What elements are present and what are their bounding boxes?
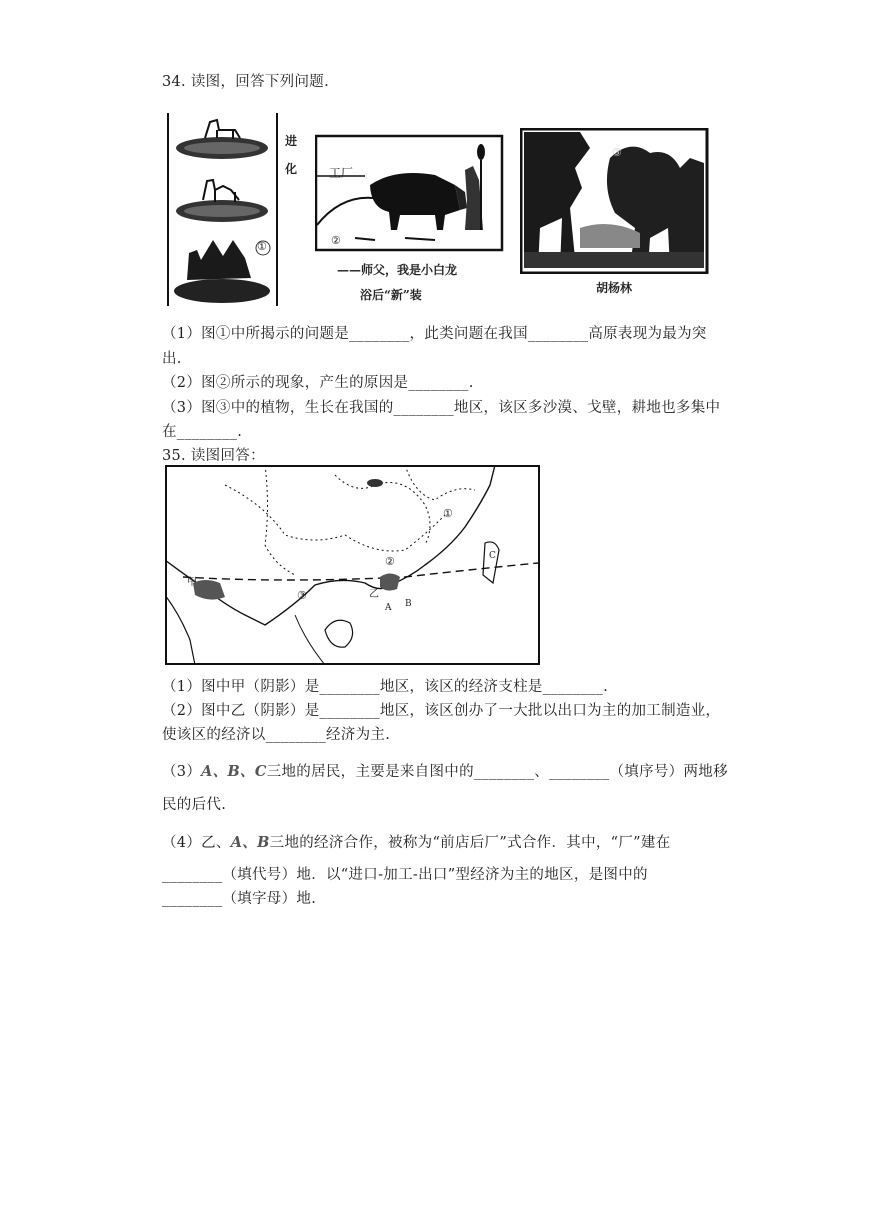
map-label-c: C [489, 551, 496, 561]
map-label-b: B [405, 599, 412, 609]
q35-part3-text: 三地的居民，主要是来自图中的________、________（填序号）两地移 [266, 764, 728, 780]
figure-2-image [315, 130, 505, 252]
q35-part2-line1: （2）图中乙（阴影）是________地区，该区创办了一大批以出口为主的加工制造业， [162, 703, 721, 719]
q35-part4-line3: ________（填字母）地. [162, 891, 317, 907]
map-label-a: A [385, 603, 392, 613]
question-34-title: 34. 读图，回答下列问题. [162, 74, 329, 90]
q35-part2-line2: 使该区的经济以________经济为主. [162, 727, 391, 743]
figure-1-marker: ① [257, 240, 267, 253]
figure-3-populus-forest [520, 128, 710, 298]
figure-1-label-hua: 化 [285, 162, 298, 176]
q35-part3-line2: 民的后代. [162, 797, 227, 813]
figure-2-marker: ② [331, 234, 341, 247]
figure-2-caption-line2: 浴后“新”装 [360, 288, 422, 302]
figure-1-label-jin: 进 [285, 134, 298, 148]
q35-part4-text: 三地的经济合作，被称为“前店后厂”式合作．其中，“厂”建在 [269, 835, 671, 851]
question-35-title: 35. 读图回答： [162, 448, 265, 464]
figure-1-image [165, 108, 305, 308]
q34-part1-line2: 出. [162, 351, 182, 367]
q35-part1: （1）图中甲（阴影）是________地区，该区的经济支柱是________. [162, 679, 609, 695]
q35-part3-line1 [162, 760, 728, 781]
q34-part1-line1: （1）图①中所揭示的问题是________，此类问题在我国________高原表现为最为突 [162, 326, 707, 342]
q35-part4-line2: ________（填代号）地．以“进口-加工-出口”型经济为主的地区，是图中的 [162, 867, 648, 883]
q35-part3-letters: A、B、C [201, 763, 267, 780]
q34-part3-line1: （3）图③中的植物，生长在我国的________地区，该区多沙漠、戈壁，耕地也多集中 [162, 400, 721, 416]
map-south-china [165, 465, 540, 665]
q35-part4-line1 [162, 831, 671, 852]
figure-2-pollution [315, 130, 505, 310]
map-marker-2: ② [385, 555, 395, 568]
map-label-yi: 乙 [369, 589, 379, 600]
map-label-jia: 甲 [187, 577, 197, 588]
q35-part4-letters: A、B [230, 834, 270, 851]
figure-3-caption: 胡杨林 [596, 281, 633, 295]
figure-3-marker: ③ [612, 146, 622, 159]
q34-part2: （2）图②所示的现象，产生的原因是________. [162, 375, 474, 391]
q35-part4-prefix: （4）乙、 [162, 835, 231, 851]
figure-1-desertification [165, 108, 305, 308]
map-image [165, 465, 540, 665]
figure-2-factory-label: 工厂 [329, 166, 354, 180]
q34-part3-line2: 在________. [162, 424, 243, 440]
map-marker-3: ③ [297, 589, 307, 602]
q35-part3-prefix: （3） [162, 764, 202, 780]
map-marker-1: ① [443, 507, 453, 520]
figure-2-caption-line1: ——师父，我是小白龙 [337, 263, 458, 277]
